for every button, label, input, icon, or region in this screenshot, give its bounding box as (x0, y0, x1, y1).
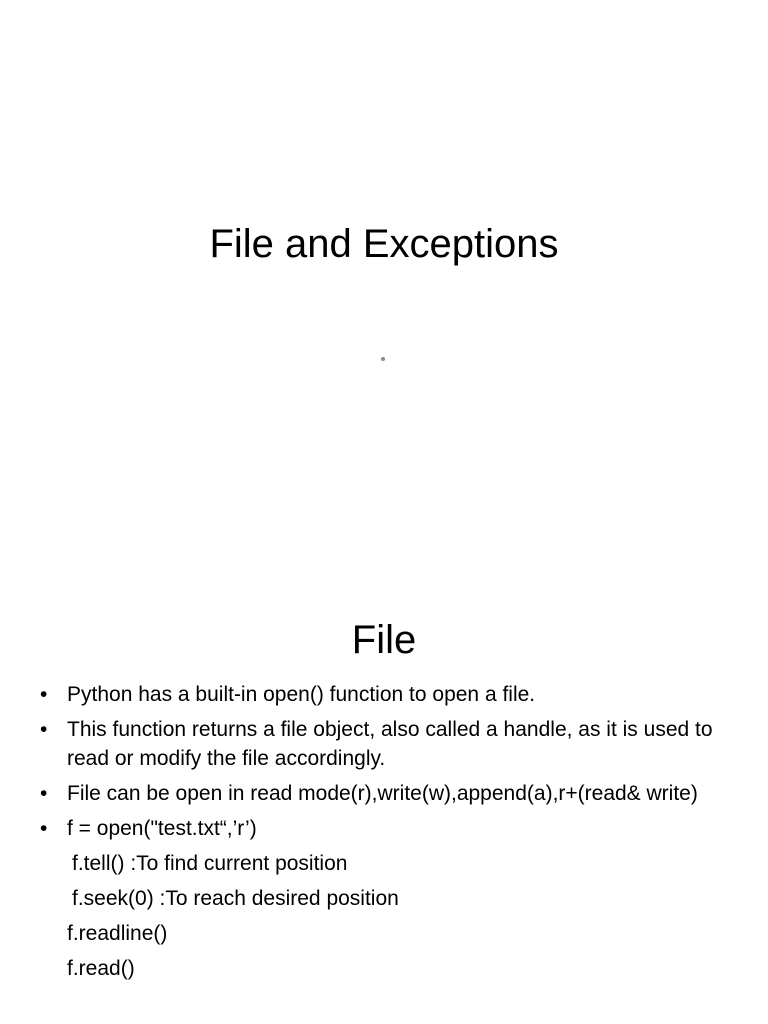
bullet-text: File can be open in read mode(r),write(w),append(a),r+(read& write) (67, 782, 698, 805)
bullet-icon: • (40, 782, 48, 805)
bullet-text: This function returns a file object, also called a handle, as it is used to read or modify the file accordingly. (67, 718, 713, 770)
subtitle-placeholder-dot (381, 357, 385, 361)
bullet-item (40, 680, 720, 709)
bullet-icon: • (40, 817, 48, 840)
bullet-text: Python has a built-in open() function to open a file. (67, 683, 536, 706)
bullet-item (40, 715, 720, 773)
code-line: f.read() (67, 957, 135, 980)
code-line: f.tell() :To find current position (72, 852, 348, 875)
bullet-item (40, 779, 720, 808)
slide-title: File and Exceptions (209, 222, 559, 266)
code-line: f.readline() (67, 922, 168, 945)
slide-title: File (351, 618, 417, 662)
bullet-icon: • (40, 718, 48, 741)
content-slide (0, 576, 768, 1024)
bullet-list (40, 680, 720, 989)
bullet-icon: • (40, 683, 48, 706)
bullet-item (40, 814, 720, 843)
code-line: f.seek(0) :To reach desired position (72, 887, 399, 910)
bullet-text: f = open("test.txt“,’r’) (67, 817, 257, 840)
